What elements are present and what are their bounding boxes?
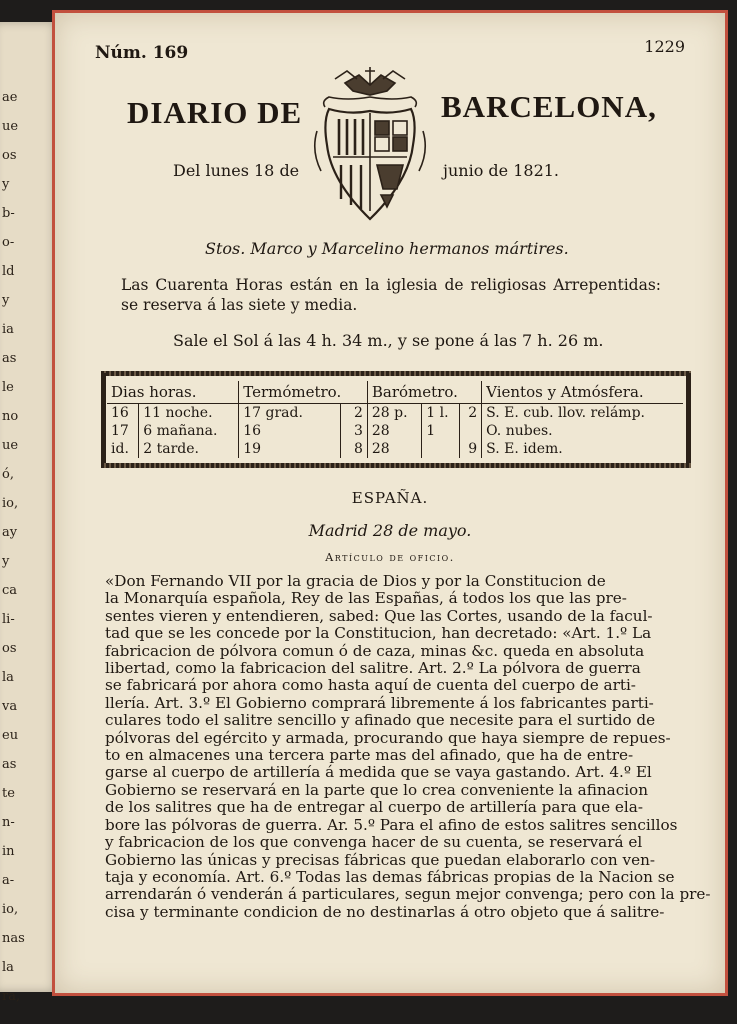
facing-page-fragment: as: [2, 757, 17, 772]
text-line: culares todo el salitre sencillo y afinado que necesite para el surtido de: [105, 711, 656, 730]
article-body: [105, 572, 711, 921]
facing-page-fragment: b-: [2, 206, 15, 221]
facing-page-fragment: la: [2, 960, 14, 975]
text-line: tad que se les concede por la Constitucion, han decretado: «Art. 1.º La: [105, 624, 652, 643]
weather-cell-time: 2 tarde.: [139, 440, 239, 458]
header-thermometer: Termómetro.: [239, 381, 368, 404]
facing-page-fragment: io,: [2, 902, 19, 917]
weather-cell-day: 17: [107, 422, 139, 440]
text-line: to en almacenes una tercera parte mas del afinado, que ha de entre-: [105, 746, 634, 765]
facing-page-fragment: a-: [2, 873, 15, 888]
weather-row: [107, 440, 683, 458]
facing-page-fragment: as: [2, 351, 17, 366]
text-line: libertad, como la fabricacion del salitre. Art. 2.º La pólvora de guerra: [105, 659, 641, 678]
facing-page-fragment: y: [2, 293, 10, 308]
text-line: arrendarán ó venderán á particulares, segun mejor convenga; pero con la pre-: [105, 885, 711, 904]
coat-of-arms-icon: [307, 61, 433, 227]
weather-cell-time: 11 noche.: [139, 404, 239, 423]
text-line: cisa y terminante condicion de no destinarlas á otro objeto que á salitre-: [105, 902, 665, 921]
facing-page-fragment: ue: [2, 119, 19, 134]
text-line: llería. Art. 3.º El Gobierno comprará libremente á los fabricantes parti-: [105, 693, 654, 712]
facing-page-fragment: io,: [2, 496, 19, 511]
page-number: 1229: [644, 37, 685, 56]
weather-cell-wind: O. nubes.: [486, 423, 553, 439]
header-barometer: Barómetro.: [367, 381, 481, 404]
weather-cell-temp-frac: 2: [341, 404, 368, 423]
facing-page-fragment: os: [2, 641, 17, 656]
weather-cell-wind: S. E. cub. llov. relámp.: [486, 405, 645, 421]
date-prefix: Del lunes 18 de: [173, 161, 300, 180]
facing-page-fragment: os: [2, 148, 17, 163]
issue-number: Núm. 169: [95, 43, 189, 63]
weather-cell-day: 16: [107, 404, 139, 423]
facing-page-fragment: no: [2, 409, 19, 424]
facing-page-fragment: li-: [2, 612, 15, 627]
weather-cell-baro-frac: [460, 422, 482, 440]
weather-cell-baro-frac: 9: [460, 440, 482, 458]
text-line: sentes vieren y entendieren, sabed: Que las Cortes, usando de la facul-: [105, 606, 653, 625]
weather-row: [107, 422, 683, 440]
text-line: garse al cuerpo de artillería á medida que se vaya gastando. Art. 4.º El: [105, 763, 652, 782]
facing-page-fragment: ae: [2, 90, 18, 105]
facing-page-fragment: ld: [2, 264, 15, 279]
section-heading: ESPAÑA.: [351, 489, 429, 507]
saints-of-the-day: Stos. Marco y Marcelino hermanos mártires.: [205, 239, 569, 258]
text-line: bore las pólvoras de guerra. Ar. 5.º Para el afino de estos salitres sencillos: [105, 815, 678, 834]
header-days-hours: Dias horas.: [107, 381, 239, 404]
weather-table: [101, 371, 691, 469]
masthead-title-left: DIARIO DE: [127, 95, 303, 130]
masthead-title-right: BARCELONA,: [441, 89, 657, 124]
facing-page-fragment: eu: [2, 728, 19, 743]
table-left-border: [101, 373, 106, 463]
weather-cell-baro: 28: [367, 440, 421, 458]
text-line: «Don Fernando VII por la gracia de Dios y por la Constitucion de: [105, 572, 606, 590]
facing-page-fragment: ó,: [2, 467, 14, 482]
weather-cell-baro-lines: 1 l.: [422, 404, 460, 423]
weather-cell-baro: 28 p.: [367, 404, 421, 423]
facing-page-fragment: ra,: [2, 989, 21, 1004]
text-line: Gobierno se reservará en la parte que lo crea conveniente la afinacion: [105, 780, 648, 799]
table-bottom-rule: [101, 463, 691, 468]
weather-cell-temp: 16: [239, 422, 341, 440]
facing-page-fragment: ue: [2, 438, 19, 453]
weather-cell-time: 6 mañana.: [139, 422, 239, 440]
facing-page-fragment: la: [2, 670, 14, 685]
forty-hours-notice: Las Cuarenta Horas están en la iglesia de religiosas Arrepentidas: se reserva á las siete y media.: [121, 276, 661, 314]
weather-grid: [107, 381, 683, 458]
facing-page-fragment: va: [2, 699, 18, 714]
facing-page-fragment: in: [2, 844, 15, 859]
facing-page-fragment: ia: [2, 322, 14, 337]
weather-cell-wind: S. E. idem.: [486, 441, 563, 457]
facing-page-fragment: nas: [2, 931, 25, 946]
weather-cell-baro-frac: 2: [460, 404, 482, 423]
weather-cell-temp-frac: 8: [341, 440, 368, 458]
facing-page-fragment: y: [2, 177, 10, 192]
facing-page-fragment: n-: [2, 815, 15, 830]
weather-cell-baro-lines: [422, 440, 460, 458]
article-heading: Artículo de oficio.: [325, 551, 455, 564]
dateline: Madrid 28 de mayo.: [308, 521, 472, 540]
table-right-border: [686, 373, 691, 463]
date-suffix: junio de 1821.: [443, 161, 560, 180]
sunrise-sunset: Sale el Sol á las 4 h. 34 m., y se pone á las 7 h. 26 m.: [173, 331, 604, 350]
table-top-rule: [101, 371, 691, 376]
weather-cell-day: id.: [107, 440, 139, 458]
text-line: y fabricacion de los que convenga hacer de su cuenta, se reservará el: [105, 833, 643, 852]
text-line: se fabricará por ahora como hasta aquí de cuenta del cuerpo de arti-: [105, 676, 636, 695]
text-line: taja y economía. Art. 6.º Todas las demas fábricas propias de la Nacion se: [105, 867, 675, 886]
newspaper-page: [52, 10, 728, 996]
weather-cell-temp: 19: [239, 440, 341, 458]
facing-page-fragment: te: [2, 786, 15, 801]
text-line: Gobierno las únicas y precisas fábricas que puedan elaborarlo con ven-: [105, 850, 656, 869]
weather-cell-temp: 17 grad.: [239, 404, 341, 423]
facing-page-fragment: y: [2, 554, 10, 569]
text-line: la Monarquía española, Rey de las Españas, á todos los que las pre-: [105, 589, 627, 608]
facing-page-fragment: ay: [2, 525, 18, 540]
weather-cell-temp-frac: 3: [341, 422, 368, 440]
weather-cell-baro: 28: [367, 422, 421, 440]
facing-page-fragment: ca: [2, 583, 18, 598]
text-line: fabricacion de pólvora comun ó de caza, minas &c. queda en absoluta: [105, 641, 645, 660]
weather-cell-baro-lines: 1: [422, 422, 460, 440]
weather-row: [107, 404, 683, 423]
text-line: pólvoras del egército y armada, procurando que haya siempre de repues-: [105, 728, 671, 747]
header-winds: Vientos y Atmósfera.: [482, 381, 683, 404]
facing-page-fragment: le: [2, 380, 14, 395]
text-line: de los salitres que ha de entregar al cuerpo de artillería para que ela-: [105, 798, 643, 817]
facing-page-fragment: o-: [2, 235, 15, 250]
